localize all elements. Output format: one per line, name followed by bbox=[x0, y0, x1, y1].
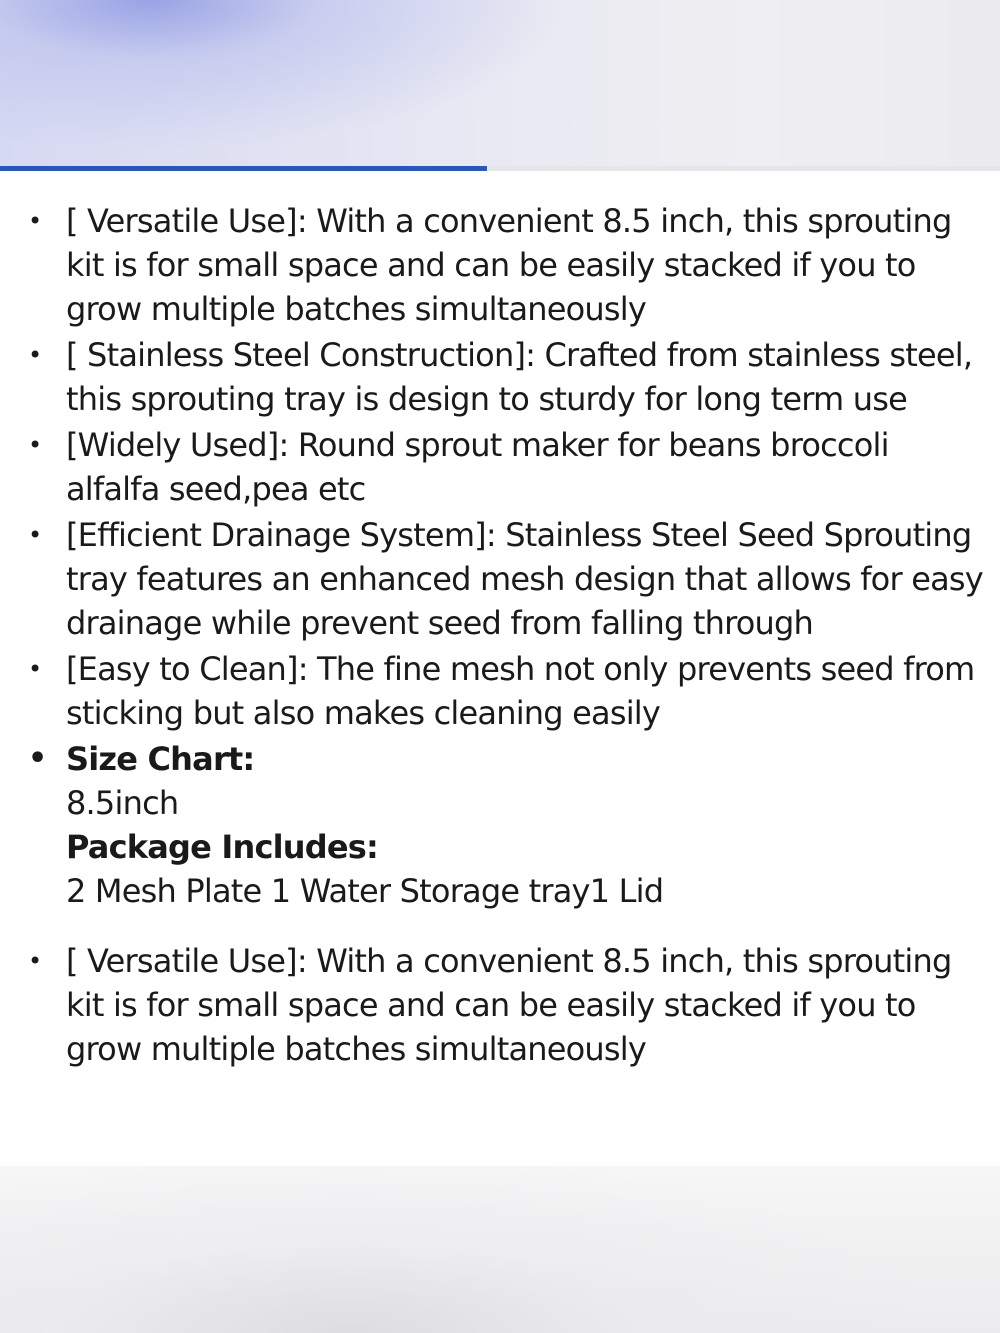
bullet-icon: • bbox=[28, 431, 42, 459]
package-includes-value: 2 Mesh Plate 1 Water Storage tray1 Lid bbox=[66, 872, 664, 910]
list-item bbox=[0, 939, 1000, 1071]
list-item bbox=[0, 333, 1000, 421]
bullet-icon: • bbox=[28, 741, 47, 776]
bullet-icon: • bbox=[28, 655, 42, 683]
product-description bbox=[0, 171, 1000, 1166]
list-item-text: [ Versatile Use]: With a convenient 8.5 inch, this sprouting kit is for small space and can be easily stacked if you to grow multiple batches simultaneously bbox=[66, 942, 952, 1068]
bullet-icon: • bbox=[28, 207, 42, 235]
list-item bbox=[0, 423, 1000, 511]
package-includes-heading: Package Includes: bbox=[66, 828, 379, 866]
list-item-text: [Efficient Drainage System]: Stainless Steel Seed Sprouting tray features an enhanced mesh design that allows for easy drainage while prevent seed from falling through bbox=[66, 516, 983, 642]
bottom-footer-area bbox=[0, 1166, 1000, 1333]
top-header-area bbox=[0, 0, 1000, 166]
list-item-text: [Widely Used]: Round sprout maker for beans broccoli alfalfa seed,pea etc bbox=[66, 426, 889, 508]
list-item bbox=[0, 513, 1000, 645]
size-chart-value: 8.5inch bbox=[66, 784, 179, 822]
list-item-text: [ Stainless Steel Construction]: Crafted from stainless steel, this sprouting tray is design to sturdy for long term use bbox=[66, 336, 973, 418]
list-item-text: [Easy to Clean]: The fine mesh not only prevents seed from sticking but also makes cleaning easily bbox=[66, 650, 975, 732]
list-item bbox=[0, 199, 1000, 331]
bullet-icon: • bbox=[28, 521, 42, 549]
bullet-icon: • bbox=[28, 341, 42, 369]
bullet-icon: • bbox=[28, 947, 42, 975]
description-bullet-list bbox=[0, 199, 1000, 1073]
list-item bbox=[0, 647, 1000, 735]
size-chart-heading: Size Chart: bbox=[66, 740, 255, 778]
size-chart-item bbox=[0, 737, 1000, 913]
list-item-text: [ Versatile Use]: With a convenient 8.5 inch, this sprouting kit is for small space and can be easily stacked if you to grow multiple batches simultaneously bbox=[66, 202, 952, 328]
